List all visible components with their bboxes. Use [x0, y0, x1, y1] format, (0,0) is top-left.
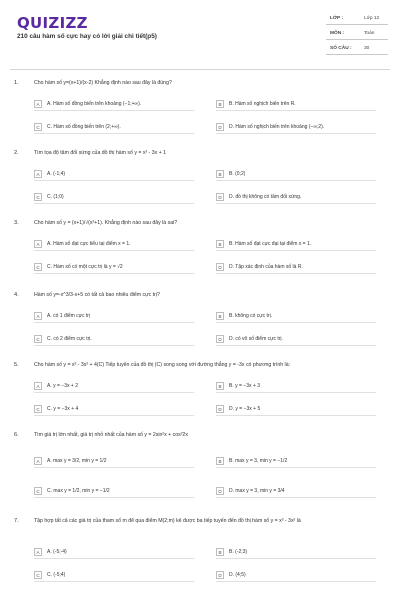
option-letter-box: A	[34, 240, 42, 248]
option-letter-box: B	[216, 548, 224, 556]
divider	[34, 415, 194, 416]
option-text: B. y = −3x + 3	[229, 382, 260, 389]
question-text: Cho hàm số y = x³ - 3x² + 4(C) Tiếp tuyến của đồ thị (C) song song với đường thẳng y = -3x có phương trình là:	[34, 362, 291, 368]
option-d[interactable]	[216, 404, 376, 416]
divider	[216, 345, 376, 346]
option-d[interactable]	[216, 334, 376, 346]
option-text: C. (1;0)	[47, 193, 64, 200]
option-text: A. Hàm số đạt cực tiểu tại điểm x = 1.	[47, 240, 131, 247]
question-text: Tập hợp tất cả các giá trị của tham số m để qua điểm M(2;m) kẻ được ba tiếp tuyến đến đồ thị hàm số y = x³ - 3x² là	[34, 518, 301, 524]
option-letter-box: C	[34, 335, 42, 343]
option-letter-box: B	[216, 100, 224, 108]
divider	[34, 273, 194, 274]
question-number: 5.	[14, 362, 19, 368]
header-divider	[10, 69, 390, 70]
option-c[interactable]	[34, 404, 194, 416]
question-number: 6.	[14, 432, 19, 438]
divider	[216, 273, 376, 274]
option-letter-box: B	[216, 170, 224, 178]
divider	[34, 497, 194, 498]
option-text: C. Hàm số đồng biến trên (2;+∞).	[47, 123, 121, 130]
option-text: A. y = −3x + 2	[47, 382, 78, 389]
divider	[216, 581, 376, 582]
divider	[216, 203, 376, 204]
option-text: D. (4;5)	[229, 571, 246, 578]
option-c[interactable]	[34, 262, 194, 274]
option-b[interactable]	[216, 311, 376, 323]
question-number: 1.	[14, 80, 19, 86]
meta-row-class	[326, 12, 388, 25]
option-letter-box: B	[216, 312, 224, 320]
option-letter-box: D	[216, 335, 224, 343]
divider	[34, 110, 194, 111]
meta-value: Toán	[364, 31, 375, 36]
meta-label: MÔN :	[330, 31, 345, 36]
option-a[interactable]	[34, 239, 194, 251]
option-letter-box: A	[34, 382, 42, 390]
option-d[interactable]	[216, 486, 376, 498]
divider	[216, 497, 376, 498]
option-d[interactable]	[216, 262, 376, 274]
divider	[216, 415, 376, 416]
option-text: D. Hàm số nghịch biến trên khoảng (−∞;2).	[229, 123, 325, 130]
meta-label: LỚP :	[330, 16, 344, 21]
option-text: C. Hàm số có một cực trị là y = √2	[47, 263, 123, 270]
divider	[34, 392, 194, 393]
divider	[34, 345, 194, 346]
option-d[interactable]	[216, 122, 376, 134]
option-b[interactable]	[216, 381, 376, 393]
divider	[34, 203, 194, 204]
option-letter-box: C	[34, 193, 42, 201]
option-letter-box: A	[34, 312, 42, 320]
option-text: A. Hàm số đồng biến trên khoảng (−1;+∞).	[47, 100, 142, 107]
question-number: 2.	[14, 150, 19, 156]
question-text: Tìm tọa độ tâm đối xứng của đồ thị hàm số y = x³ - 3x + 1	[34, 150, 167, 156]
option-letter-box: D	[216, 405, 224, 413]
question-text: Hàm số y=-x^3/3-x+5 có tất cả bao nhiêu điểm cực trị?	[34, 292, 160, 298]
quizizz-logo: QUIZIZZ	[17, 14, 88, 32]
option-letter-box: C	[34, 263, 42, 271]
option-b[interactable]	[216, 169, 376, 181]
option-d[interactable]	[216, 570, 376, 582]
option-letter-box: C	[34, 123, 42, 131]
option-text: C. có 2 điểm cực trị.	[47, 335, 92, 342]
option-c[interactable]	[34, 122, 194, 134]
option-text: B. Hàm số nghịch biến trên R.	[229, 100, 296, 107]
question-number: 4.	[14, 292, 19, 298]
option-c[interactable]	[34, 570, 194, 582]
divider	[34, 581, 194, 582]
option-text: B. (-2;3)	[229, 548, 248, 555]
divider	[34, 133, 194, 134]
option-text: A. (-5;-4)	[47, 548, 67, 555]
option-letter-box: A	[34, 170, 42, 178]
divider	[216, 110, 376, 111]
meta-value: Lớp 12	[364, 16, 380, 21]
question-text: Tìm giá trị lớn nhất, giá trị nhỏ nhất của hàm số y = 2sin²x + cos²2x	[34, 432, 188, 438]
option-b[interactable]	[216, 99, 376, 111]
option-text: D. y = −3x + 5	[229, 405, 261, 412]
option-a[interactable]	[34, 99, 194, 111]
option-a[interactable]	[34, 381, 194, 393]
page-title: 210 câu hàm số cực hay có lời giải chi tiết(p5)	[17, 33, 157, 40]
option-text: D. đồ thị không có tâm đối xứng.	[229, 193, 302, 200]
meta-value: 30	[364, 46, 370, 51]
option-b[interactable]	[216, 547, 376, 559]
option-letter-box: D	[216, 193, 224, 201]
option-text: A. có 1 điểm cực trị	[47, 312, 91, 319]
meta-row-subject	[326, 27, 388, 40]
option-letter-box: C	[34, 405, 42, 413]
divider	[34, 467, 194, 468]
option-letter-box: D	[216, 263, 224, 271]
divider	[326, 39, 388, 40]
option-text: A. (-1;4)	[47, 170, 66, 177]
option-letter-box: D	[216, 571, 224, 579]
option-text: A. max y = 3/2, min y = 1/2	[47, 457, 107, 464]
option-c[interactable]	[34, 486, 194, 498]
option-c[interactable]	[34, 192, 194, 204]
option-text: D. có vô số điểm cực trị.	[229, 335, 283, 342]
option-a[interactable]	[34, 547, 194, 559]
divider	[34, 180, 194, 181]
divider	[216, 322, 376, 323]
divider	[216, 180, 376, 181]
option-letter-box: A	[34, 457, 42, 465]
question-text: Cho hàm số y=(x+1)/(x-2) Khẳng định nào sau đây là đúng?	[34, 80, 172, 86]
option-text: C. max y = 1/2, min y = −1/2	[47, 487, 110, 494]
divider	[34, 322, 194, 323]
divider	[34, 250, 194, 251]
option-a[interactable]	[34, 169, 194, 181]
option-text: C. (-5;4)	[47, 571, 66, 578]
divider	[216, 392, 376, 393]
option-text: B. Hàm số đạt cực đại tại điểm x = 1.	[229, 240, 312, 247]
option-text: B. max y = 3, min y = −1/2	[229, 457, 288, 464]
option-letter-box: B	[216, 240, 224, 248]
option-letter-box: C	[34, 571, 42, 579]
divider	[216, 558, 376, 559]
divider	[326, 24, 388, 25]
divider	[326, 54, 388, 55]
option-letter-box: D	[216, 123, 224, 131]
option-c[interactable]	[34, 334, 194, 346]
option-letter-box: B	[216, 457, 224, 465]
option-text: C. y = −3x + 4	[47, 405, 79, 412]
option-letter-box: D	[216, 487, 224, 495]
question-number: 3.	[14, 220, 19, 226]
divider	[216, 250, 376, 251]
option-text: D. Tập xác định của hàm số là R.	[229, 263, 303, 270]
option-b[interactable]	[216, 456, 376, 468]
option-letter-box: C	[34, 487, 42, 495]
option-text: B. không có cực trị.	[229, 312, 273, 319]
option-d[interactable]	[216, 192, 376, 204]
page-header	[0, 0, 400, 70]
question-number: 7.	[14, 518, 19, 524]
option-letter-box: A	[34, 548, 42, 556]
option-text: B. (0;2)	[229, 170, 246, 177]
option-letter-box: A	[34, 100, 42, 108]
option-b[interactable]	[216, 239, 376, 251]
option-text: D. max y = 3, min y = 3/4	[229, 487, 285, 494]
divider	[34, 558, 194, 559]
option-a[interactable]	[34, 456, 194, 468]
meta-row-count	[326, 42, 388, 55]
divider	[216, 467, 376, 468]
meta-label: SỐ CÂU :	[330, 46, 352, 51]
divider	[216, 133, 376, 134]
question-text: Cho hàm số y = (x+1)/√(x²+1). Khẳng định nào sau đây là sai?	[34, 220, 178, 226]
option-a[interactable]	[34, 311, 194, 323]
option-letter-box: B	[216, 382, 224, 390]
